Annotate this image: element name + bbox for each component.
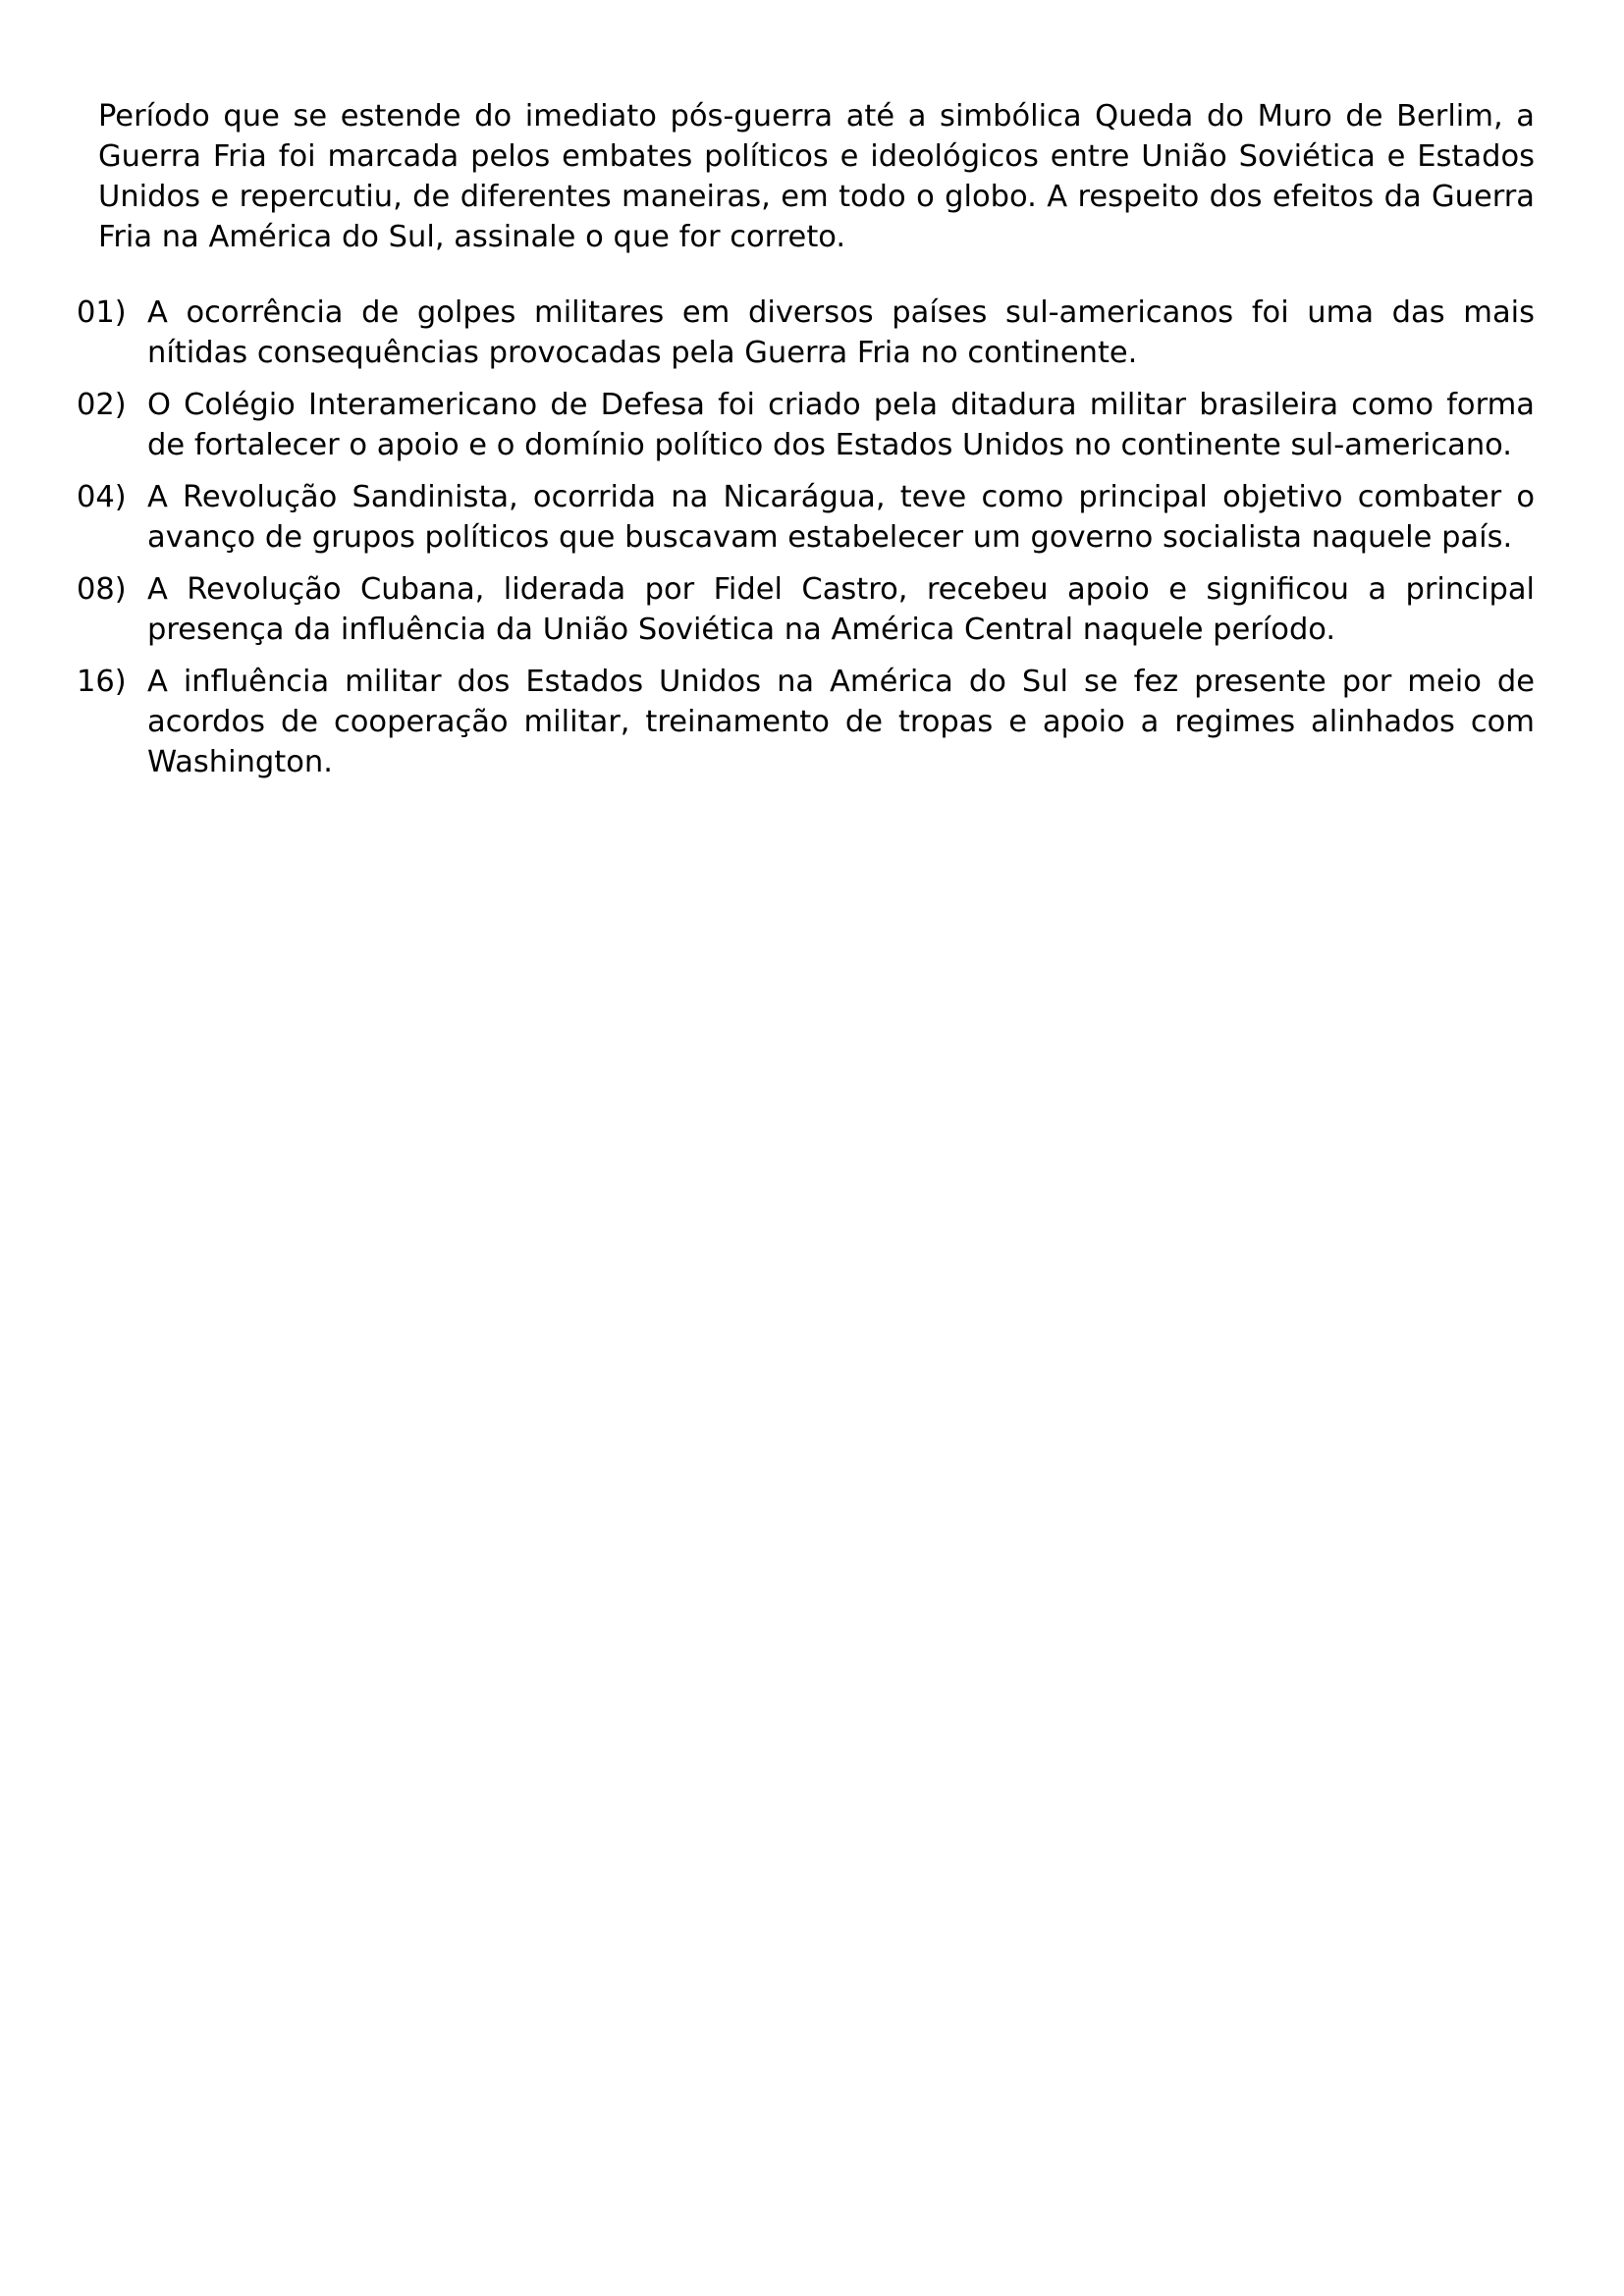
answer-option-02 [77, 385, 1535, 465]
answer-option-16 [77, 662, 1535, 782]
question-stem: Período que se estende do imediato pós-guerra até a simbólica Queda do Muro de Berlim, a Guerra Fria foi marcada pelos embates políticos e ideológicos entre União Soviética e Estados Unidos e repercutiu, de diferentes maneiras, em todo o globo. A respeito dos efeitos da Guerra Fria na América do Sul, assinale o que for correto. [98, 99, 1535, 254]
option-number: 01) [77, 295, 127, 330]
answer-options-list [77, 293, 1535, 794]
answer-option-04 [77, 477, 1535, 558]
option-text: A influência militar dos Estados Unidos na América do Sul se fez presente por meio de acordos de cooperação militar, treinamento de tropas e apoio a regimes alinhados com Washington. [147, 665, 1535, 779]
answer-option-08 [77, 569, 1535, 650]
option-number: 04) [77, 480, 127, 514]
option-text: A Revolução Cubana, liderada por Fidel Castro, recebeu apoio e significou a principal presença da influência da União Soviética na América Central naquele período. [147, 572, 1535, 647]
option-number: 02) [77, 388, 127, 422]
answer-option-01 [77, 293, 1535, 373]
option-text: A ocorrência de golpes militares em diversos países sul-americanos foi uma das mais nítidas consequências provocadas pela Guerra Fria no continente. [147, 295, 1535, 370]
option-text: O Colégio Interamericano de Defesa foi criado pela ditadura militar brasileira como forma de fortalecer o apoio e o domínio político dos Estados Unidos no continente sul-americano. [147, 388, 1535, 462]
option-text: A Revolução Sandinista, ocorrida na Nicarágua, teve como principal objetivo combater o avanço de grupos políticos que buscavam estabelecer um governo socialista naquele país. [147, 480, 1535, 555]
option-number: 16) [77, 665, 127, 699]
option-number: 08) [77, 572, 127, 607]
